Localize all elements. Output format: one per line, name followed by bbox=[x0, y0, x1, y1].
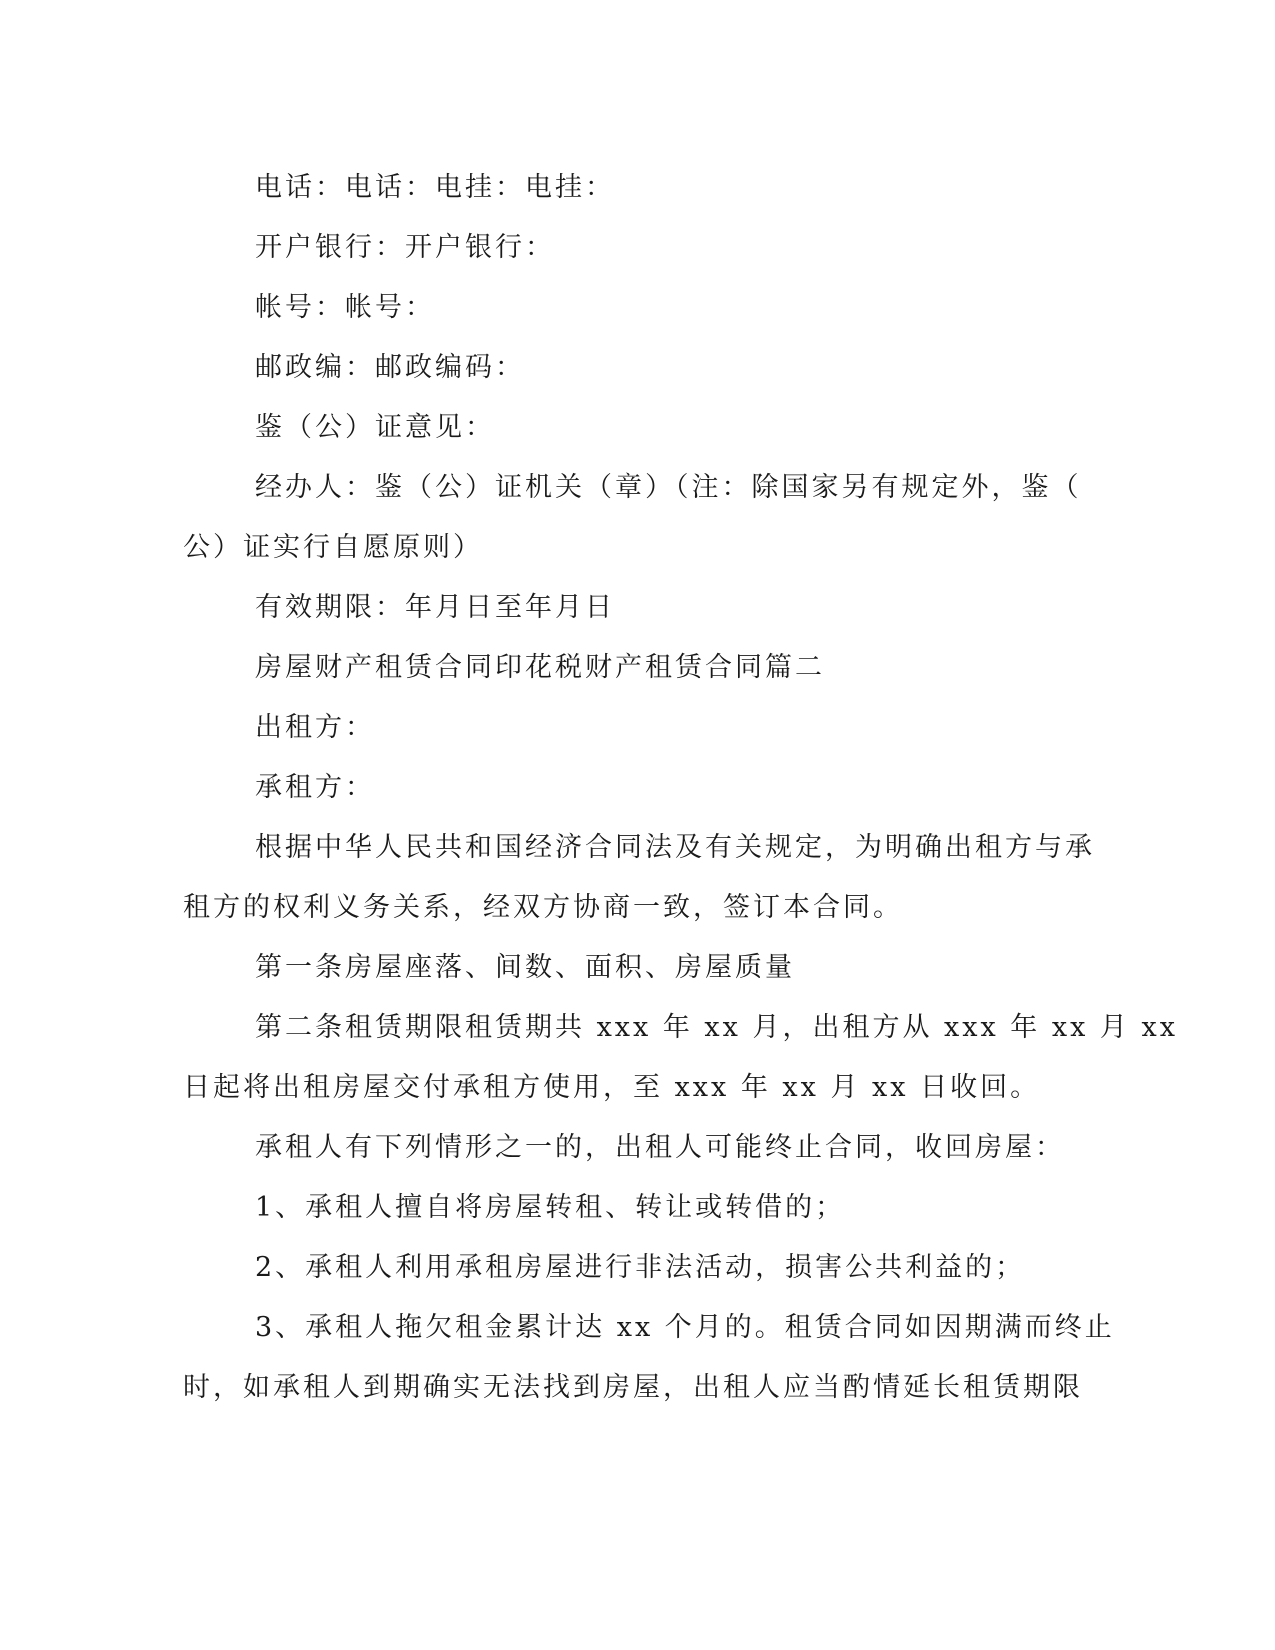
notary-opinion-line: 鉴（公）证意见： bbox=[255, 412, 495, 443]
lessee-line: 承租方： bbox=[255, 772, 375, 803]
article-2-line-1: 第二条租赁期限租赁期共 xxx 年 xx 月，出租方从 xxx 年 xx 月 xx bbox=[255, 1012, 1178, 1043]
validity-line: 有效期限：年月日至年月日 bbox=[255, 592, 615, 623]
termination-intro: 承租人有下列情形之一的，出租人可能终止合同，收回房屋： bbox=[255, 1132, 1065, 1163]
handler-line: 经办人：鉴（公）证机关（章）（注：除国家另有规定外，鉴（ bbox=[255, 472, 1082, 503]
section-title: 房屋财产租赁合同印花税财产租赁合同篇二 bbox=[255, 652, 825, 683]
lessor-line: 出租方： bbox=[255, 712, 375, 743]
preamble-line-2: 租方的权利义务关系，经双方协商一致，签订本合同。 bbox=[183, 892, 903, 923]
article-1: 第一条房屋座落、间数、面积、房屋质量 bbox=[255, 952, 795, 983]
termination-item-1: 1、承租人擅自将房屋转租、转让或转借的； bbox=[255, 1192, 846, 1223]
handler-line-continued: 公）证实行自愿原则） bbox=[183, 532, 483, 563]
termination-item-3-line-2: 时，如承租人到期确实无法找到房屋，出租人应当酌情延长租赁期限 bbox=[183, 1372, 1083, 1403]
article-2-line-2: 日起将出租房屋交付承租方使用，至 xxx 年 xx 月 xx 日收回。 bbox=[183, 1072, 1041, 1103]
document-body bbox=[183, 158, 1178, 1418]
account-line: 帐号：帐号： bbox=[255, 292, 435, 323]
phone-line: 电话：电话：电挂：电挂： bbox=[255, 172, 615, 203]
termination-item-2: 2、承租人利用承租房屋进行非法活动，损害公共利益的； bbox=[255, 1252, 1026, 1283]
preamble-line-1: 根据中华人民共和国经济合同法及有关规定，为明确出租方与承 bbox=[255, 832, 1095, 863]
bank-line: 开户银行：开户银行： bbox=[255, 232, 555, 263]
postcode-line: 邮政编：邮政编码： bbox=[255, 352, 525, 383]
termination-item-3-line-1: 3、承租人拖欠租金累计达 xx 个月的。租赁合同如因期满而终止 bbox=[255, 1312, 1115, 1343]
